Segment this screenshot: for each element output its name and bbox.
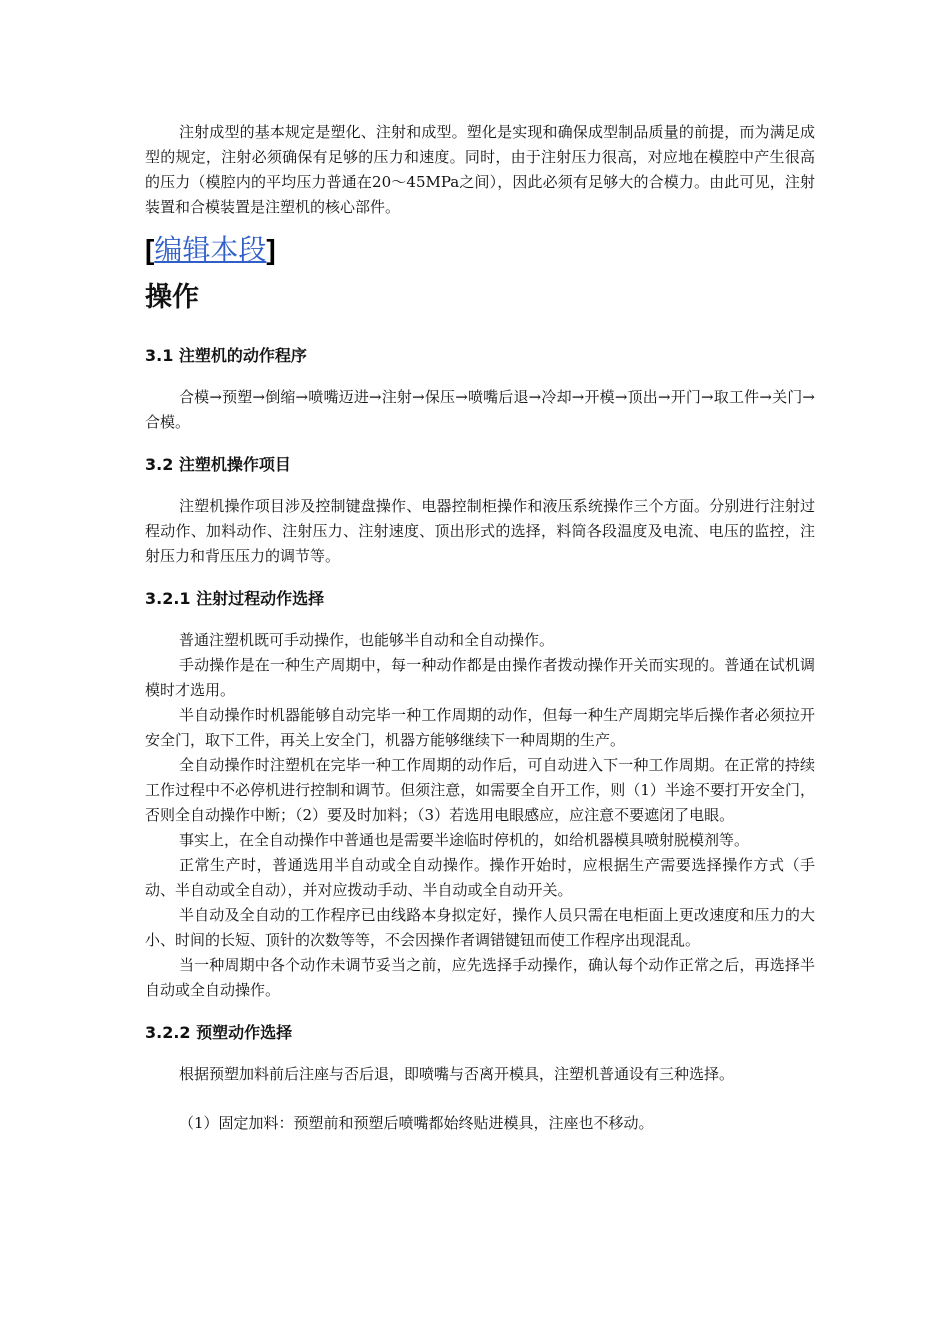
edit-bracket-close: ]	[266, 234, 276, 265]
paragraph-3-1: 合模→预塑→倒缩→喷嘴迈进→注射→保压→喷嘴后退→冷却→开模→顶出→开门→取工件→关门→合模。	[145, 388, 815, 431]
section-title: 操作	[145, 282, 199, 313]
paragraph-3-2: 注塑机操作项目涉及控制键盘操作、电器控制柜操作和液压系统操作三个方面。分别进行注射过程动作、加料动作、注射压力、注射速度、顶出形式的选择，料筒各段温度及电流、电压的监控，注射压力和背压压力的调节等。	[145, 497, 815, 565]
heading-3-1: 3.1 注塑机的动作程序	[145, 346, 307, 365]
paragraph-3-2-1-h: 当一种周期中各个动作未调节妥当之前，应先选择手动操作，确认每个动作正常之后，再选择半自动或全自动操作。	[145, 956, 815, 999]
heading-3-2-2: 3.2.2 预塑动作选择	[145, 1023, 293, 1042]
paragraph-3-2-1-g: 半自动及全自动的工作程序已由线路本身拟定好，操作人员只需在电柜面上更改速度和压力的大小、时间的长短、顶针的次数等等，不会因操作者调错键钮而使工作程序出现混乱。	[145, 906, 815, 949]
edit-section-link-row	[145, 228, 815, 272]
paragraph-3-2-1-c: 半自动操作时机器能够自动完毕一种工作周期的动作，但每一种生产周期完毕后操作者必须拉开安全门，取下工件，再关上安全门，机器方能够继续下一种周期的生产。	[145, 706, 815, 749]
paragraph-3-2-1-d: 全自动操作时注塑机在完毕一种工作周期的动作后，可自动进入下一种工作周期。在正常的持续工作过程中不必停机进行控制和调节。但须注意，如需要全自开工作，则（1）半途不要打开安全门，否则全自动操作中断；（2）要及时加料；（3）若选用电眼感应，应注意不要遮闭了电眼。	[145, 756, 815, 824]
paragraph-3-2-2: 根据预塑加料前后注座与否后退，即喷嘴与否离开模具，注塑机普通设有三种选择。	[179, 1065, 735, 1083]
document-body	[145, 120, 815, 1136]
list-item-fixed-feeding: （1）固定加料：预塑前和预塑后喷嘴都始终贴进模具，注座也不移动。	[179, 1114, 654, 1132]
edit-section-link[interactable]: 编辑本段	[154, 234, 267, 265]
heading-3-2: 3.2 注塑机操作项目	[145, 455, 291, 474]
edit-bracket-open: [	[145, 234, 155, 265]
paragraph-3-2-1-b: 手动操作是在一种生产周期中，每一种动作都是由操作者拨动操作开关而实现的。普通在试机调模时才选用。	[145, 656, 815, 699]
heading-3-2-1: 3.2.1 注射过程动作选择	[145, 589, 325, 608]
paragraph-3-2-1-a: 普通注塑机既可手动操作，也能够半自动和全自动操作。	[179, 631, 555, 649]
paragraph-3-2-1-f: 正常生产时，普通选用半自动或全自动操作。操作开始时，应根据生产需要选择操作方式（手动、半自动或全自动），并对应拨动手动、半自动或全自动开关。	[145, 856, 815, 899]
paragraph-3-2-1-e: 事实上，在全自动操作中普通也是需要半途临时停机的，如给机器模具喷射脱模剂等。	[179, 831, 750, 849]
intro-paragraph: 注射成型的基本规定是塑化、注射和成型。塑化是实现和确保成型制品质量的前提，而为满足成型的规定，注射必须确保有足够的压力和速度。同时，由于注射压力很高，对应地在模腔中产生很高的压力（模腔内的平均压力普通在20～45MPa之间），因此必须有足够大的合模力。由此可见，注射装置和合模装置是注塑机的核心部件。	[145, 123, 815, 216]
